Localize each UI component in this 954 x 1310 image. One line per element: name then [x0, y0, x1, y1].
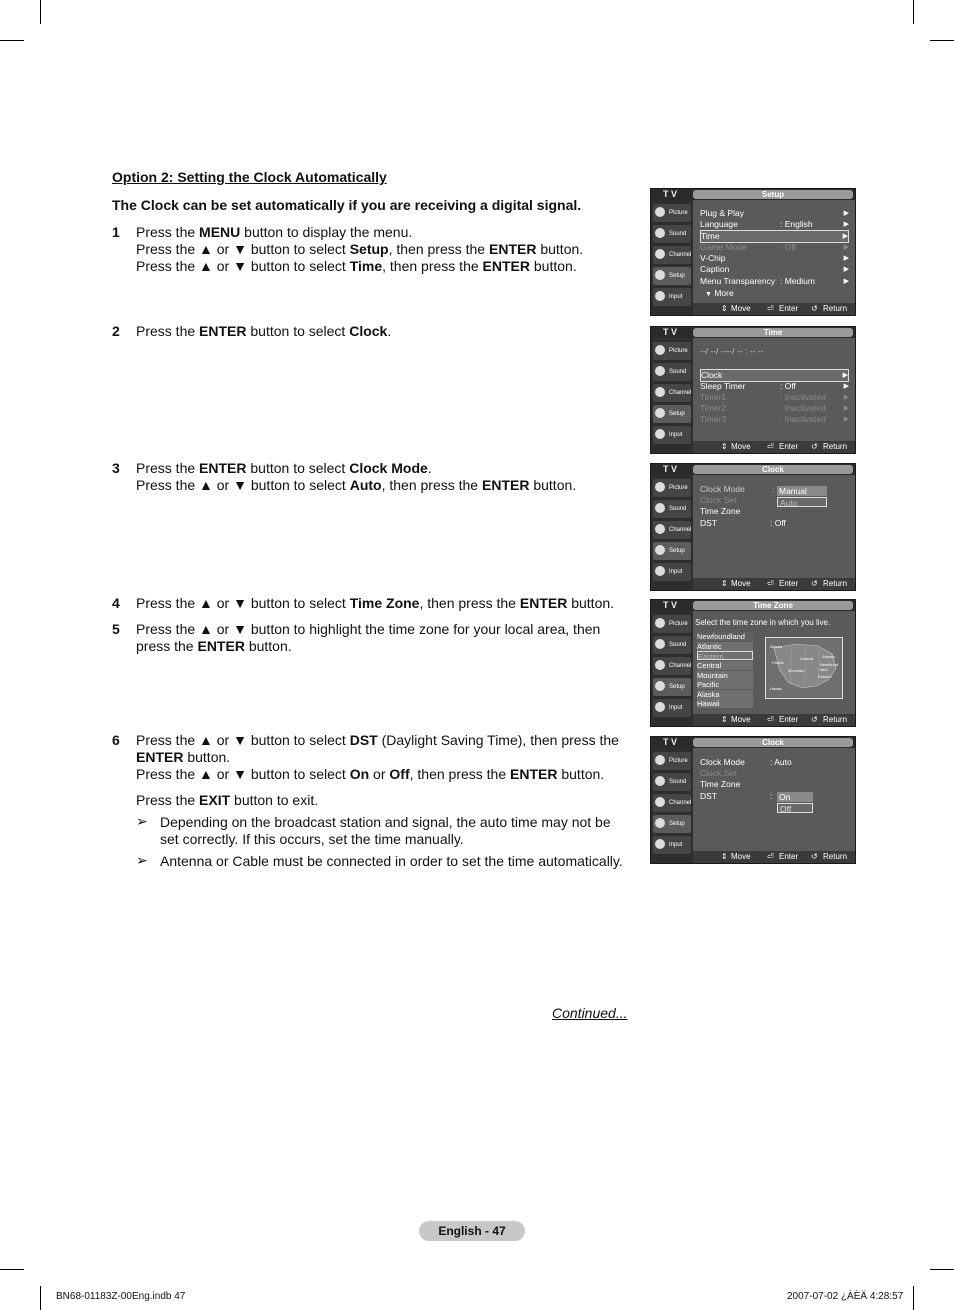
osd-side-sound — [653, 363, 691, 381]
osd-title: Time — [693, 328, 853, 337]
step-6-line-1: Press the ▲ or ▼ button to select DST (Daylight Saving Time), then press the — [136, 732, 619, 748]
move-icon: ⇕ — [721, 852, 728, 861]
osd-side-label: Setup — [669, 684, 685, 690]
osd-side-label: Channel — [669, 800, 692, 806]
osd-foot-enter: Enter — [779, 304, 799, 313]
tz-item: Hawaii — [697, 699, 753, 708]
osd-foot-enter: Enter — [779, 442, 799, 451]
osd-side-label: Sound — [669, 369, 687, 375]
osd-foot-move: Move — [731, 304, 751, 313]
channel-icon — [655, 797, 665, 807]
osd-side-label: Picture — [669, 348, 688, 354]
map-label: Newfound land — [820, 662, 839, 672]
osd-sidebar — [651, 611, 693, 726]
channel-icon — [655, 387, 665, 397]
osd-side-picture — [653, 204, 691, 222]
picture-icon — [655, 482, 665, 492]
input-icon — [655, 291, 665, 301]
osd-row: Plug & Play ▶ — [700, 208, 849, 218]
step-6-line-4: Press the EXIT button to exit. — [136, 792, 319, 808]
osd-side-setup — [653, 542, 691, 560]
osd-row: Language : English ▶ — [700, 219, 849, 229]
osd-row-disabled: Game Mode : Off ▶ — [700, 242, 849, 252]
osd-tv-label: T V — [663, 327, 678, 337]
step-number: 3 — [112, 460, 120, 476]
osd-more: ▼ More — [705, 288, 734, 298]
osd-foot-return: Return — [823, 304, 848, 313]
setup-icon — [655, 681, 665, 691]
osd-row: Time Zone — [700, 779, 741, 789]
osd-side-channel — [653, 657, 691, 675]
osd-side-setup — [653, 815, 691, 833]
step-3-line-1: Press the ENTER button to select Clock Mode. — [136, 460, 432, 476]
return-icon: ↺ — [811, 852, 818, 861]
step-1-line-2: Press the ▲ or ▼ button to select Setup, then press the ENTER button. — [136, 241, 584, 257]
step-number: 5 — [112, 621, 120, 637]
osd-side-input — [653, 563, 691, 581]
move-icon: ⇕ — [721, 304, 728, 313]
picture-icon — [655, 207, 665, 217]
osd-side-input — [653, 288, 691, 306]
step-1-line-3: Press the ▲ or ▼ button to select Time, then press the ENTER button. — [136, 258, 577, 274]
tz-item-selected: Eastern — [697, 651, 753, 660]
osd-tv-label: T V — [663, 737, 678, 747]
osd-side-label: Picture — [669, 485, 688, 491]
osd-row: Time Zone — [700, 506, 741, 516]
input-icon — [655, 702, 665, 712]
return-icon: ↺ — [811, 304, 818, 313]
input-icon — [655, 429, 665, 439]
move-icon: ⇕ — [721, 715, 728, 724]
sound-icon — [655, 639, 665, 649]
step-2-line-1: Press the ENTER button to select Clock. — [136, 323, 392, 339]
input-icon — [655, 839, 665, 849]
osd-side-label: Sound — [669, 231, 687, 237]
osd-side-setup — [653, 267, 691, 285]
osd-side-label: Input — [669, 842, 683, 848]
footer-file-info: BN68-01183Z-00Eng.indb 47 — [56, 1291, 186, 1302]
note-arrow-icon: ➢ — [136, 813, 148, 829]
osd-side-picture — [653, 615, 691, 633]
osd-row: Clock Mode : — [700, 484, 775, 494]
osd-side-picture — [653, 479, 691, 497]
osd-foot-move: Move — [731, 852, 751, 861]
osd-tv-label: T V — [663, 600, 678, 610]
osd-title: Setup — [693, 190, 853, 199]
footer-timestamp: 2007-07-02 ¿ÀÈÄ 4:28:57 — [787, 1291, 904, 1302]
osd-option-selected: Auto — [777, 497, 827, 507]
map-label: Mountain — [788, 668, 805, 673]
osd-side-sound — [653, 773, 691, 791]
crop-mark — [0, 40, 24, 41]
osd-side-label: Picture — [669, 210, 688, 216]
tz-item: Newfoundland — [697, 632, 753, 641]
osd-title: Time Zone — [693, 601, 853, 610]
osd-row: DST : — [700, 791, 773, 801]
osd-foot-enter: Enter — [779, 715, 799, 724]
crop-mark — [930, 40, 954, 41]
osd-panel — [693, 200, 855, 303]
osd-foot-move: Move — [731, 579, 751, 588]
enter-icon: ⏎ — [767, 852, 774, 861]
return-icon: ↺ — [811, 442, 818, 451]
osd-foot-return: Return — [823, 852, 848, 861]
step-6-line-3: Press the ▲ or ▼ button to select On or Off, then press the ENTER button. — [136, 766, 605, 782]
osd-sidebar — [651, 338, 693, 453]
setup-icon — [655, 408, 665, 418]
return-icon: ↺ — [811, 579, 818, 588]
osd-title: Clock — [693, 738, 853, 747]
osd-row: Menu Transparency : Medium ▶ — [700, 276, 849, 286]
osd-row-disabled: Clock Set — [700, 768, 737, 778]
osd-clock-mode-screen — [650, 463, 856, 591]
move-icon: ⇕ — [721, 579, 728, 588]
tz-item: Alaska — [697, 690, 753, 699]
osd-side-label: Setup — [669, 548, 685, 554]
crop-mark — [40, 1286, 41, 1310]
return-icon: ↺ — [811, 715, 818, 724]
osd-foot-enter: Enter — [779, 852, 799, 861]
osd-side-label: Input — [669, 705, 683, 711]
osd-panel — [693, 748, 855, 851]
osd-side-input — [653, 426, 691, 444]
osd-side-label: Sound — [669, 506, 687, 512]
osd-row: DST : Off — [700, 518, 786, 528]
osd-side-label: Input — [669, 569, 683, 575]
osd-row: Clock Mode : Auto — [700, 757, 792, 767]
osd-side-setup — [653, 405, 691, 423]
enter-icon: ⏎ — [767, 304, 774, 313]
crop-mark — [0, 1269, 24, 1270]
osd-time-zone-screen — [650, 599, 856, 727]
crop-mark — [913, 0, 914, 24]
map-label: Pacific — [772, 660, 784, 665]
note-arrow-icon: ➢ — [136, 852, 148, 868]
osd-clock-line: --/ --/ ----/ -- : -- -- — [700, 346, 764, 356]
osd-row-disabled: Timer1 : Inactivated ▶ — [700, 392, 849, 402]
osd-option: On — [777, 792, 813, 802]
osd-side-label: Sound — [669, 642, 687, 648]
osd-sidebar — [651, 200, 693, 315]
osd-row-disabled: Timer3 : Inactivated ▶ — [700, 414, 849, 424]
osd-side-channel — [653, 794, 691, 812]
osd-side-input — [653, 836, 691, 854]
section-heading: Option 2: Setting the Clock Automatically — [112, 169, 387, 185]
osd-option-selected: Off — [777, 803, 813, 813]
step-6-line-2: ENTER button. — [136, 749, 231, 765]
osd-row-disabled: Clock Set — [700, 495, 737, 505]
osd-side-label: Picture — [669, 621, 688, 627]
osd-sidebar — [651, 748, 693, 863]
osd-side-label: Setup — [669, 273, 685, 279]
step-number: 1 — [112, 224, 120, 240]
picture-icon — [655, 345, 665, 355]
osd-side-label: Setup — [669, 821, 685, 827]
channel-icon — [655, 524, 665, 534]
osd-side-sound — [653, 225, 691, 243]
intro-text: The Clock can be set automatically if you are receiving a digital signal. — [112, 197, 582, 213]
osd-footer — [693, 578, 855, 590]
continued-text: Continued... — [552, 1005, 628, 1021]
osd-side-label: Input — [669, 432, 683, 438]
osd-side-label: Channel — [669, 663, 692, 669]
page-number-badge: English - 47 — [419, 1221, 525, 1241]
map-label: Atlantic — [822, 654, 836, 659]
osd-footer — [693, 851, 855, 863]
osd-row-selected: Time ▶ — [701, 231, 848, 241]
osd-row: V-Chip ▶ — [700, 253, 849, 263]
enter-icon: ⏎ — [767, 579, 774, 588]
setup-icon — [655, 545, 665, 555]
osd-sidebar — [651, 475, 693, 590]
tz-item: Pacific — [697, 680, 753, 689]
step-5-line-1: Press the ▲ or ▼ button to highlight the time zone for your local area, then — [136, 621, 601, 637]
setup-icon — [655, 818, 665, 828]
osd-side-channel — [653, 384, 691, 402]
crop-mark — [913, 1286, 914, 1310]
osd-title: Clock — [693, 465, 853, 474]
setup-icon — [655, 270, 665, 280]
map-label: Hawaii — [770, 686, 783, 691]
osd-footer — [693, 714, 855, 726]
enter-icon: ⏎ — [767, 715, 774, 724]
input-icon — [655, 566, 665, 576]
osd-clock-dst-screen — [650, 736, 856, 864]
osd-foot-return: Return — [823, 715, 848, 724]
osd-tv-label: T V — [663, 464, 678, 474]
osd-footer — [693, 441, 855, 453]
osd-foot-return: Return — [823, 579, 848, 588]
step-4-line-1: Press the ▲ or ▼ button to select Time Zone, then press the ENTER button. — [136, 595, 615, 611]
osd-side-picture — [653, 342, 691, 360]
sound-icon — [655, 366, 665, 376]
osd-row-disabled: Timer2 : Inactivated ▶ — [700, 403, 849, 413]
sound-icon — [655, 503, 665, 513]
crop-mark — [40, 0, 41, 24]
step-3-line-2: Press the ▲ or ▼ button to select Auto, then press the ENTER button. — [136, 477, 577, 493]
step-number: 4 — [112, 595, 120, 611]
osd-side-label: Input — [669, 294, 683, 300]
sound-icon — [655, 776, 665, 786]
osd-side-label: Channel — [669, 527, 692, 533]
step-number: 6 — [112, 732, 120, 748]
step-5-line-2: press the ENTER button. — [136, 638, 292, 654]
crop-mark — [930, 1269, 954, 1270]
note-text: Depending on the broadcast station and signal, the auto time may not be set correctly. If this occurs, set the time manually. — [160, 814, 611, 847]
osd-tv-label: T V — [663, 189, 678, 199]
osd-side-channel — [653, 246, 691, 264]
step-number: 2 — [112, 323, 120, 339]
osd-side-label: Sound — [669, 779, 687, 785]
triangle-down-icon: ▼ — [705, 291, 712, 298]
osd-option: Manual — [777, 486, 827, 496]
channel-icon — [655, 249, 665, 259]
osd-prompt: Select the time zone in which you live. — [695, 618, 831, 627]
osd-side-setup — [653, 678, 691, 696]
osd-side-label: Channel — [669, 252, 692, 258]
osd-side-sound — [653, 636, 691, 654]
osd-side-label: Setup — [669, 411, 685, 417]
note-text: Antenna or Cable must be connected in order to set the time automatically. — [160, 853, 623, 869]
osd-time-screen — [650, 326, 856, 454]
osd-foot-move: Move — [731, 442, 751, 451]
channel-icon — [655, 660, 665, 670]
map-label: Central — [800, 656, 813, 661]
picture-icon — [655, 618, 665, 628]
osd-side-label: Picture — [669, 758, 688, 764]
osd-foot-return: Return — [823, 442, 848, 451]
osd-side-sound — [653, 500, 691, 518]
osd-footer — [693, 303, 855, 315]
osd-foot-enter: Enter — [779, 579, 799, 588]
osd-side-channel — [653, 521, 691, 539]
tz-item: Atlantic — [697, 642, 753, 651]
osd-panel — [693, 611, 855, 714]
enter-icon: ⏎ — [767, 442, 774, 451]
sound-icon — [655, 228, 665, 238]
osd-panel — [693, 475, 855, 578]
osd-side-label: Channel — [669, 390, 692, 396]
osd-row-selected: Clock ▶ — [701, 370, 848, 380]
osd-setup-screen — [650, 188, 856, 316]
osd-row: Caption ▶ — [700, 264, 849, 274]
map-label: Eastern — [818, 674, 832, 679]
osd-foot-move: Move — [731, 715, 751, 724]
osd-panel — [693, 338, 855, 441]
tz-item: Mountain — [697, 671, 753, 680]
picture-icon — [655, 755, 665, 765]
osd-row: Sleep Timer : Off ▶ — [700, 381, 849, 391]
osd-side-picture — [653, 752, 691, 770]
step-1-line-1: Press the MENU button to display the menu. — [136, 224, 413, 240]
time-zone-map — [765, 637, 843, 699]
osd-side-input — [653, 699, 691, 717]
move-icon: ⇕ — [721, 442, 728, 451]
tz-item: Central — [697, 661, 753, 670]
map-label: Alaska — [770, 644, 783, 649]
